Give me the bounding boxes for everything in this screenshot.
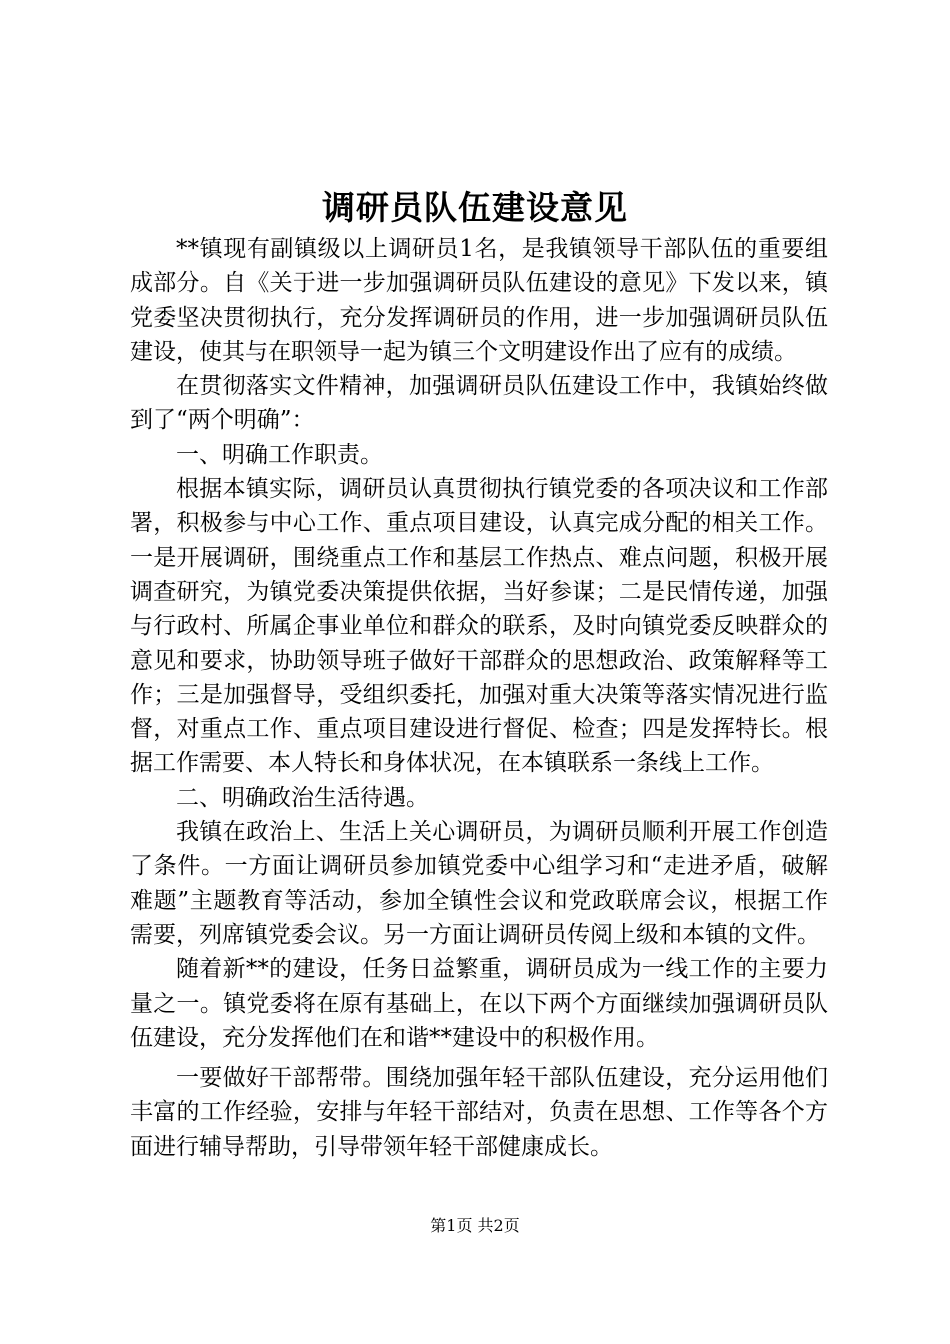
document-body bbox=[130, 232, 828, 1164]
paragraph-political-treatment: 我镇在政治上、生活上关心调研员，为调研员顺利开展工作创造了条件。一方面让调研员参加镇党委中心组学习和“走进矛盾，破解难题”主题教育等活动，参加全镇性会议和党政联席会议，根据工作需要，列席镇党委会议。另一方面让调研员传阅上级和本镇的文件。 bbox=[130, 819, 828, 948]
heading-work-duties: 一、明确工作职责。 bbox=[176, 441, 383, 468]
paragraph-two-clarities: 在贯彻落实文件精神，加强调研员队伍建设工作中，我镇始终做到了“两个明确”： bbox=[130, 373, 828, 434]
document-title: 调研员队伍建设意见 bbox=[322, 188, 628, 227]
page-indicator: 第1页 共2页 bbox=[430, 1216, 520, 1235]
paragraph-work-duties: 根据本镇实际，调研员认真贯彻执行镇党委的各项决议和工作部署，积极参与中心工作、重点项目建设，认真完成分配的相关工作。一是开展调研，围绕重点工作和基层工作热点、难点问题，积极开展调查研究，为镇党委决策提供依据，当好参谋；二是民情传递，加强与行政村、所属企事业单位和群众的联系，及时向镇党委反映群众的意见和要求，协助领导班子做好干部群众的思想政治、政策解释等工作；三是加强督导，受组织委托，加强对重大决策等落实情况进行监督，对重点工作、重点项目建设进行督促、检查；四是发挥特长。根据工作需要、本人特长和身体状况，在本镇联系一条线上工作。 bbox=[130, 476, 828, 777]
paragraph-future-plans: 随着新**的建设，任务日益繁重，调研员成为一线工作的主要力量之一。镇党委将在原有基础上，在以下两个方面继续加强调研员队伍建设，充分发挥他们在和谐**建设中的积极作用。 bbox=[130, 956, 828, 1051]
paragraph-mentoring: 一要做好干部帮带。围绕加强年轻干部队伍建设，充分运用他们丰富的工作经验，安排与年轻干部结对，负责在思想、工作等各个方面进行辅导帮助，引导带领年轻干部健康成长。 bbox=[130, 1065, 828, 1160]
paragraph-intro: **镇现有副镇级以上调研员1名，是我镇领导干部队伍的重要组成部分。自《关于进一步加强调研员队伍建设的意见》下发以来，镇党委坚决贯彻执行，充分发挥调研员的作用，进一步加强调研员队伍建设，使其与在职领导一起为镇三个文明建设作出了应有的成绩。 bbox=[130, 236, 828, 365]
heading-political-treatment: 二、明确政治生活待遇。 bbox=[176, 784, 429, 811]
